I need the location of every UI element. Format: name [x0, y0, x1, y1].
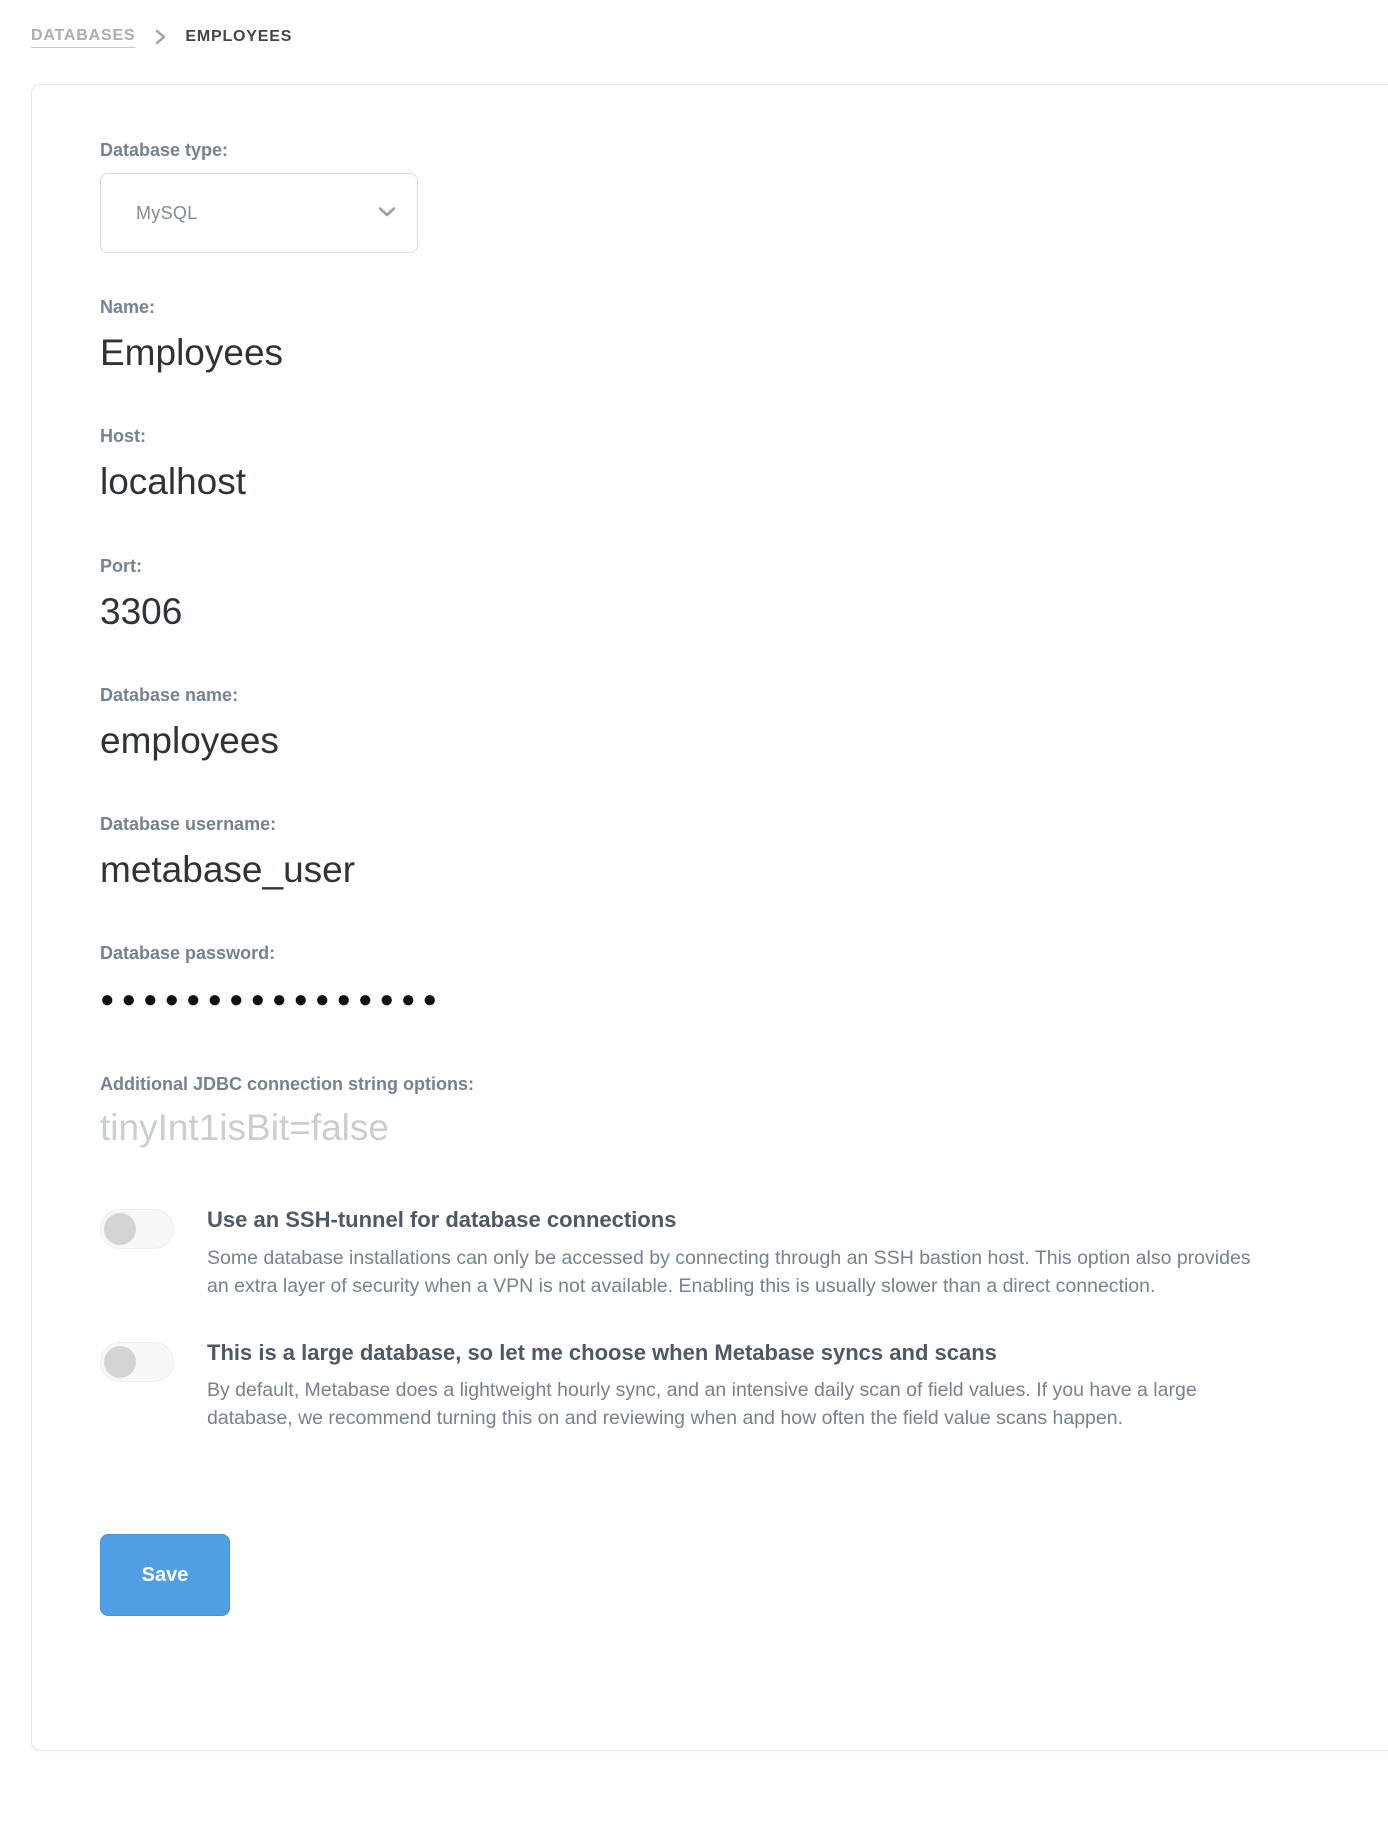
field-port: [100, 556, 1341, 635]
field-database-type: [100, 140, 1341, 253]
database-username-label: Database username:: [100, 814, 277, 834]
field-jdbc-options: [100, 1074, 1341, 1149]
chevron-down-icon: [379, 204, 395, 222]
ssh-tunnel-description: Some database installations can only be accessed by connecting through an SSH bastion host. This option also provides an extra layer of security when a VPN is not available. Enabling this is usually slower than a direct connection.: [207, 1246, 1251, 1297]
port-label: Port:: [100, 555, 142, 576]
database-type-label: Database type:: [100, 140, 229, 160]
database-edit-card: [31, 84, 1388, 1751]
database-username-input[interactable]: metabase_user: [100, 849, 356, 890]
database-type-selected-value: MySQL: [136, 202, 198, 223]
field-database-username: [100, 814, 1341, 893]
breadcrumb-current-page: EMPLOYEES: [185, 28, 293, 45]
database-type-select[interactable]: [100, 173, 418, 253]
field-name: [100, 297, 1341, 376]
host-label: Host:: [100, 426, 146, 447]
save-button[interactable]: Save: [100, 1534, 230, 1616]
ssh-tunnel-toggle-knob: [104, 1213, 136, 1245]
database-name-label: Database name:: [100, 684, 239, 705]
field-database-name: [100, 685, 1341, 764]
large-database-toggle-knob: [104, 1346, 136, 1378]
ssh-tunnel-text: [207, 1207, 1252, 1299]
database-password-label: Database password:: [100, 943, 276, 964]
database-name-input[interactable]: employees: [100, 719, 279, 761]
large-database-text: [207, 1340, 1252, 1432]
jdbc-options-input[interactable]: [100, 1107, 800, 1149]
large-database-row: [100, 1340, 1341, 1432]
large-database-description: By default, Metabase does a lightweight hourly sync, and an intensive daily scan of field values. If you have a large database, we recommend turning this on and reviewing when and how often the field value scans happen.: [207, 1379, 1197, 1430]
large-database-title: This is a large database, so let me choose when Metabase syncs and scans: [207, 1339, 997, 1365]
jdbc-options-label: Additional JDBC connection string options:: [100, 1074, 474, 1095]
breadcrumb-link-databases[interactable]: DATABASES: [31, 27, 135, 48]
ssh-tunnel-row: [100, 1207, 1341, 1299]
field-host: [100, 426, 1341, 505]
field-database-password: [100, 943, 1341, 1024]
port-input[interactable]: 3306: [100, 590, 183, 632]
ssh-tunnel-toggle[interactable]: [100, 1209, 174, 1249]
name-label: Name:: [100, 297, 156, 317]
chevron-right-icon: [153, 29, 167, 45]
ssh-tunnel-title: Use an SSH-tunnel for database connections: [207, 1207, 677, 1233]
database-password-input[interactable]: ●●●●●●●●●●●●●●●●: [100, 986, 444, 1014]
host-input[interactable]: localhost: [100, 461, 247, 503]
name-input[interactable]: Employees: [100, 332, 284, 373]
large-database-toggle[interactable]: [100, 1342, 174, 1382]
breadcrumb: [31, 26, 1388, 48]
